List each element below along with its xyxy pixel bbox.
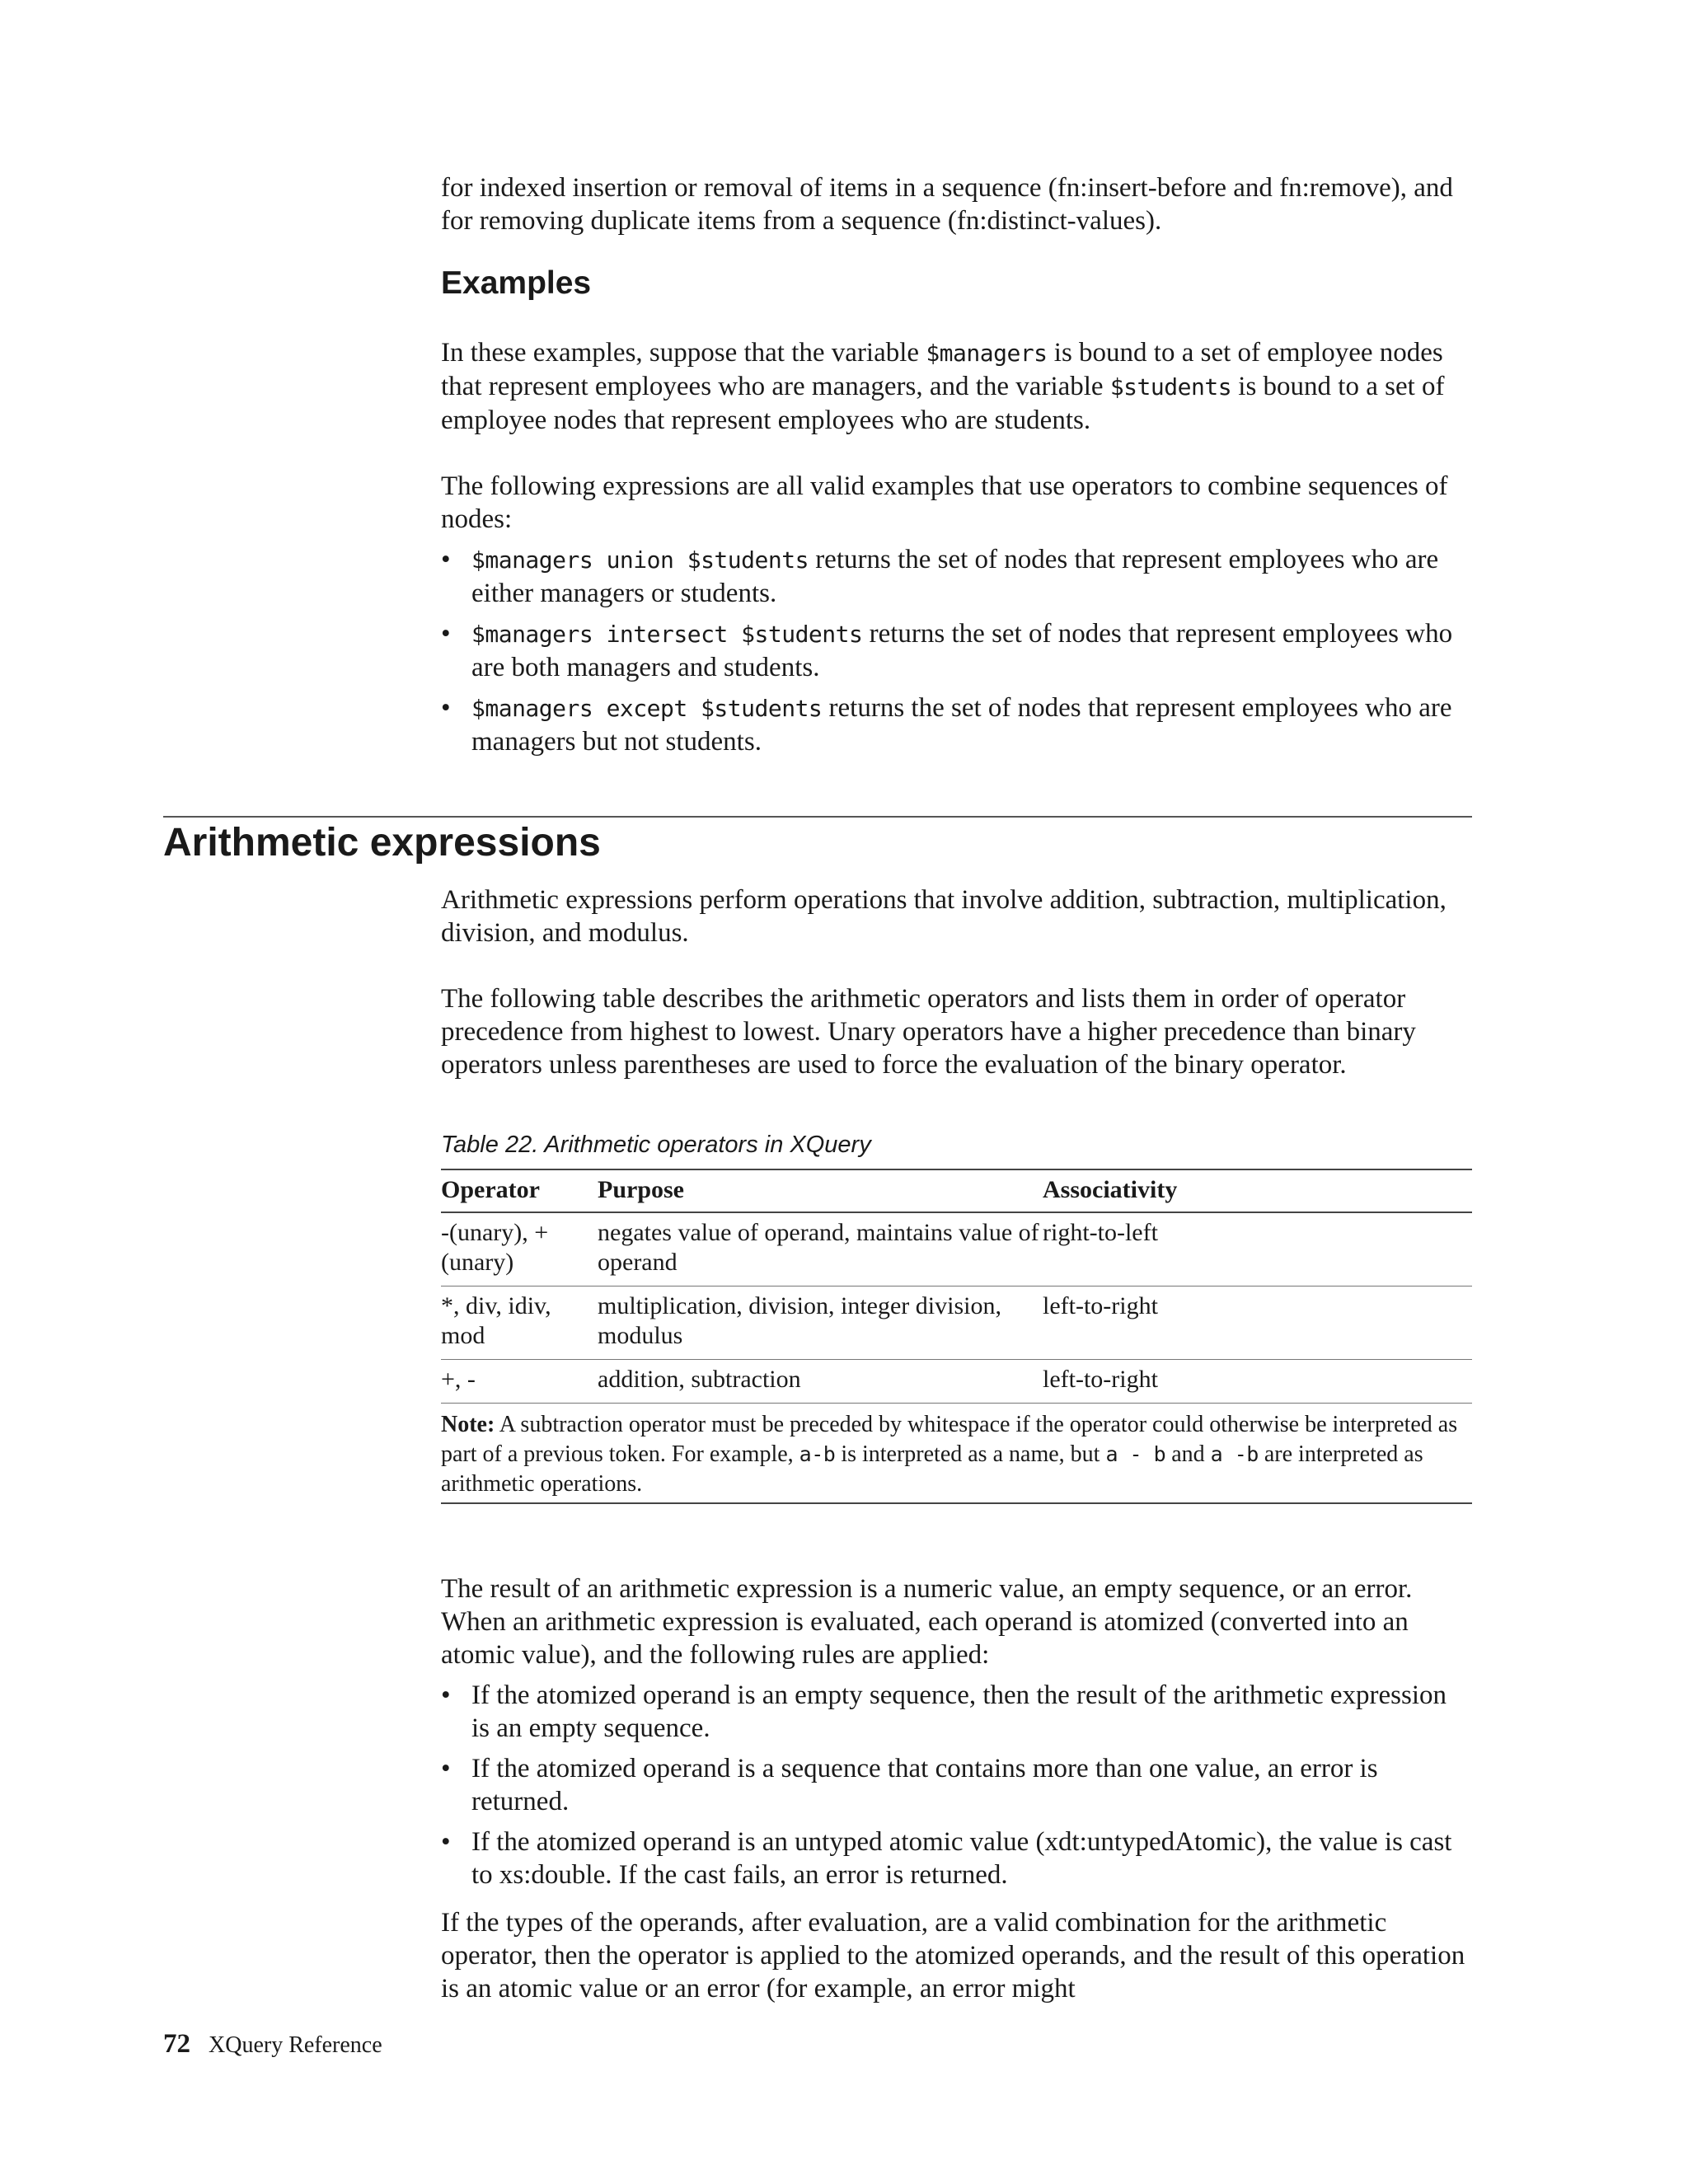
continuation-paragraph: for indexed insertion or removal of items in a sequence (fn:insert-before and fn:remove), and for removing duplicate items from a sequence (fn:distinct-values). — [441, 173, 1453, 236]
arithmetic-paragraph-2: The following table describes the arithmetic operators and lists them in order of operator precedence from highest to lowest. Unary operators have a higher precedence than binary operators unless parentheses are used to force the evaluation of the binary operator. — [441, 984, 1416, 1080]
cell-associativity: left-to-right — [1043, 1286, 1472, 1360]
examples-block — [441, 336, 1471, 758]
list-item: • $managers union $students returns the set of nodes that represent employees who are either managers or students. — [441, 543, 1471, 610]
list-item: • If the atomized operand is an empty sequence, then the result of the arithmetic expression is an empty sequence. — [441, 1679, 1471, 1745]
arithmetic-paragraph-4: If the types of the operands, after evaluation, are a valid combination for the arithmetic operator, then the operator is applied to the atomized operands, and the result of this operation is an atomic value or an error (for example, an error might — [441, 1908, 1465, 2004]
table-row — [441, 1212, 1472, 1286]
cell-purpose: negates value of operand, maintains value of operand — [598, 1212, 1043, 1286]
code-union: $managers union $students — [471, 546, 809, 574]
cell-purpose: multiplication, division, integer division, modulus — [598, 1286, 1043, 1360]
cell-purpose: addition, subtraction — [598, 1360, 1043, 1404]
code-a-minus-b: a - b — [1105, 1442, 1166, 1466]
list-item: • If the atomized operand is a sequence that contains more than one value, an error is returned. — [441, 1752, 1471, 1818]
list-item: • $managers except $students returns the set of nodes that represent employees who are managers but not students. — [441, 691, 1471, 758]
examples-paragraph-1: In these examples, suppose that the variable $managers is bound to a set of employee nodes that represent employees who are managers, and the variable $students is bound to a set of employee nodes that represent employees who are students. — [441, 338, 1445, 435]
note-label: Note: — [441, 1412, 495, 1437]
operators-table — [441, 1169, 1472, 1504]
arithmetic-heading: Arithmetic expressions — [163, 821, 601, 865]
arithmetic-results — [441, 1572, 1471, 2005]
code-except: $managers except $students — [471, 695, 823, 722]
cell-associativity: right-to-left — [1043, 1212, 1472, 1286]
table-caption: Table 22. Arithmetic operators in XQuery — [441, 1132, 871, 1158]
code-students: $students — [1109, 373, 1232, 401]
arithmetic-intro — [441, 883, 1471, 1081]
book-title: XQuery Reference — [209, 2032, 382, 2058]
code-intersect: $managers intersect $students — [471, 621, 863, 648]
continuation-block — [441, 171, 1471, 237]
page-footer — [163, 2029, 382, 2060]
table-header-row — [441, 1169, 1472, 1212]
list-item: • If the atomized operand is an untyped atomic value (xdt:untypedAtomic), the value is cast to xs:double. If the cast fails, an error is returned. — [441, 1825, 1471, 1891]
header-purpose: Purpose — [598, 1169, 1043, 1212]
table-note: Note: A subtraction operator must be preceded by whitespace if the operator could otherwise be interpreted as part of a previous token. For example, a-b is interpreted as a name, but a - b and a -b are interpreted as arithmetic operations. — [441, 1404, 1472, 1504]
examples-heading: Examples — [441, 265, 592, 301]
table-row — [441, 1360, 1472, 1404]
code-managers: $managers — [926, 340, 1048, 367]
table-note-row — [441, 1404, 1472, 1504]
table-row — [441, 1286, 1472, 1360]
page-number: 72 — [163, 2029, 190, 2059]
rules-list — [441, 1679, 1471, 1891]
section-divider — [163, 816, 1472, 818]
examples-paragraph-2: The following expressions are all valid examples that use operators to combine sequences of nodes: — [441, 471, 1448, 534]
cell-operator: -(unary), +(unary) — [441, 1212, 598, 1286]
header-associativity: Associativity — [1043, 1169, 1472, 1212]
code-a-b-name: a-b — [799, 1442, 836, 1466]
cell-associativity: left-to-right — [1043, 1360, 1472, 1404]
header-operator: Operator — [441, 1169, 598, 1212]
cell-operator: *, div, idiv, mod — [441, 1286, 598, 1360]
list-item: • $managers intersect $students returns the set of nodes that represent employees who are both managers and students. — [441, 617, 1471, 684]
examples-list — [441, 543, 1471, 758]
arithmetic-paragraph-1: Arithmetic expressions perform operations that involve addition, subtraction, multiplication, division, and modulus. — [441, 885, 1447, 948]
cell-operator: +, - — [441, 1360, 598, 1404]
arithmetic-paragraph-3: The result of an arithmetic expression is a numeric value, an empty sequence, or an error. When an arithmetic expression is evaluated, each operand is atomized (converted into an atomic value), and the following rules are applied: — [441, 1574, 1413, 1670]
code-a-neg-b: a -b — [1210, 1442, 1259, 1466]
